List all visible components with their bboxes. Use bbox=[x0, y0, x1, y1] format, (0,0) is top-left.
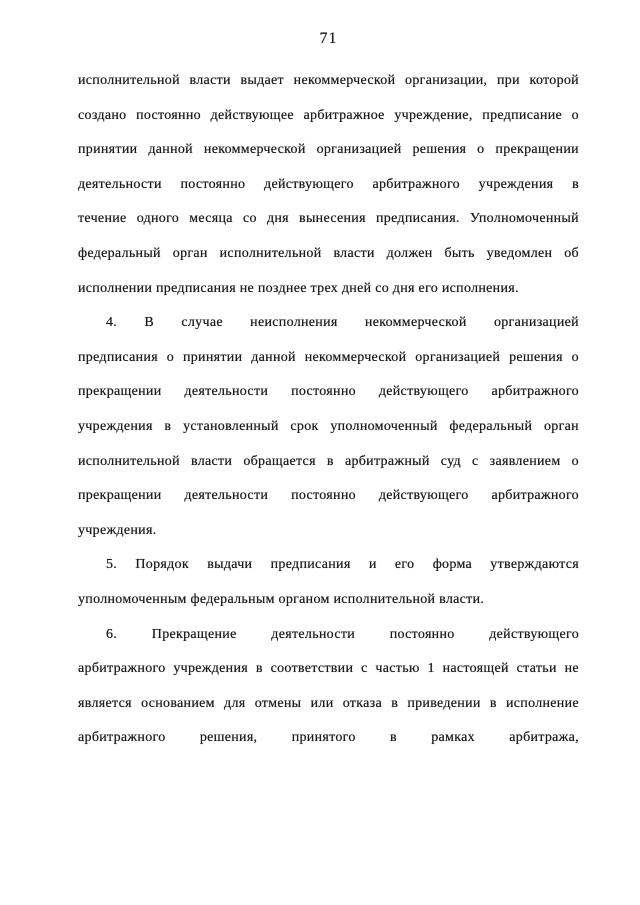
word: арбитражного bbox=[78, 730, 166, 746]
word: Уполномоченный bbox=[469, 211, 579, 227]
word: арбитражного bbox=[491, 488, 579, 504]
text-line bbox=[78, 652, 579, 687]
word: должен bbox=[386, 245, 433, 261]
text-line bbox=[78, 341, 579, 376]
word: решения bbox=[412, 142, 467, 158]
word: статьи bbox=[516, 661, 557, 677]
text-line: учреждения. bbox=[78, 522, 157, 538]
word: предписания bbox=[78, 349, 158, 365]
text-line bbox=[78, 64, 579, 99]
word: постоянно bbox=[291, 384, 356, 400]
word: или bbox=[310, 695, 334, 711]
word: 6. bbox=[106, 626, 118, 642]
word: с bbox=[361, 661, 368, 677]
page-number: 71 bbox=[319, 30, 338, 47]
word: арбитражное bbox=[303, 107, 385, 123]
text-line: исполнении предписания не позднее трех дней со дня его исполнения. bbox=[78, 280, 519, 296]
word: для bbox=[224, 695, 246, 711]
word: выдачи bbox=[207, 557, 253, 573]
text-line bbox=[78, 375, 579, 410]
word: деятельности bbox=[78, 176, 162, 192]
word: со bbox=[242, 211, 257, 227]
word: месяца bbox=[189, 211, 233, 227]
word: Порядок bbox=[135, 557, 189, 573]
word: исполнение bbox=[506, 695, 579, 711]
word: прекращении bbox=[78, 488, 162, 504]
text-line bbox=[78, 133, 579, 168]
word: данной bbox=[148, 142, 193, 158]
word: решения, bbox=[199, 730, 258, 746]
word: вынесения bbox=[299, 211, 366, 227]
text-line bbox=[78, 168, 579, 203]
text-line bbox=[78, 687, 579, 722]
word: деятельности bbox=[184, 384, 269, 400]
word: основанием bbox=[141, 695, 215, 711]
word: орган bbox=[543, 418, 579, 434]
word: постоянно bbox=[389, 626, 455, 642]
word: постоянно bbox=[180, 176, 246, 192]
word: деятельности bbox=[271, 626, 356, 642]
word: исполнительной bbox=[78, 73, 180, 88]
text-line bbox=[78, 618, 579, 653]
word: выдает bbox=[240, 73, 284, 88]
word: арбитражный bbox=[344, 453, 430, 469]
word: арбитражного bbox=[491, 384, 579, 400]
word: которой bbox=[529, 73, 579, 88]
word: 4. bbox=[106, 315, 118, 331]
word: деятельности bbox=[184, 488, 269, 504]
word: суд bbox=[440, 453, 461, 469]
text-line bbox=[78, 99, 579, 134]
word: власти bbox=[189, 73, 231, 88]
text-line: уполномоченным федеральным органом исполнительной власти. bbox=[78, 591, 485, 607]
word: в bbox=[255, 661, 263, 677]
word: некоммерческой bbox=[364, 315, 467, 331]
word: в bbox=[391, 695, 399, 711]
word: случае bbox=[181, 315, 223, 331]
word: настоящей bbox=[442, 661, 509, 677]
word: действующего bbox=[264, 176, 354, 192]
word: уведомлен bbox=[486, 245, 553, 261]
word: предписания bbox=[270, 557, 351, 573]
word: прекращении bbox=[78, 384, 162, 400]
word: соответствии bbox=[270, 661, 354, 677]
word: некоммерческой bbox=[304, 349, 407, 365]
word: принятии bbox=[78, 142, 138, 158]
word: об bbox=[564, 245, 579, 261]
word: исполнительной bbox=[78, 453, 180, 469]
word: организации, bbox=[405, 73, 488, 88]
word: заявлением bbox=[489, 453, 561, 469]
word: при bbox=[496, 73, 520, 88]
word: федеральный bbox=[78, 245, 161, 261]
word: арбитражного bbox=[372, 176, 460, 192]
word: установленный bbox=[183, 418, 279, 434]
word: действующего bbox=[378, 488, 469, 504]
word: обращается bbox=[243, 453, 316, 469]
word: одного bbox=[136, 211, 180, 227]
word: организацией bbox=[316, 142, 402, 158]
word: Прекращение bbox=[151, 626, 237, 642]
word: в bbox=[572, 176, 579, 192]
text-line bbox=[78, 721, 579, 756]
word: с bbox=[472, 453, 479, 469]
word: отказа bbox=[342, 695, 382, 711]
word: неисполнения bbox=[250, 315, 338, 331]
word: учреждения bbox=[173, 661, 249, 677]
word: некоммерческой bbox=[203, 142, 306, 158]
word: действующего bbox=[378, 384, 469, 400]
word: в bbox=[326, 453, 334, 469]
word: о bbox=[571, 453, 579, 469]
text-line bbox=[78, 548, 579, 583]
word: учреждение, bbox=[394, 107, 473, 123]
word: не bbox=[564, 661, 579, 677]
word: организацией bbox=[415, 349, 501, 365]
word: о bbox=[166, 349, 175, 365]
word: о bbox=[477, 142, 485, 158]
word: 5. bbox=[106, 557, 118, 573]
word: его bbox=[394, 557, 415, 573]
word: и bbox=[368, 557, 377, 573]
word: уполномоченный bbox=[330, 418, 438, 434]
word: 1 bbox=[427, 661, 435, 677]
text-line bbox=[78, 445, 579, 480]
word: В bbox=[144, 315, 155, 331]
word: постоянно bbox=[291, 488, 356, 504]
word: приведении bbox=[407, 695, 481, 711]
word: быть bbox=[444, 245, 475, 261]
word: организацией bbox=[493, 315, 579, 331]
word: учреждения bbox=[78, 418, 153, 434]
text-line bbox=[78, 237, 579, 272]
paragraph bbox=[78, 548, 579, 617]
word: форма bbox=[432, 557, 473, 573]
word: о bbox=[571, 349, 579, 365]
word: в bbox=[489, 695, 497, 711]
text-block bbox=[78, 64, 579, 756]
word: действующее bbox=[210, 107, 294, 123]
word: учреждения bbox=[478, 176, 554, 192]
word: постоянно bbox=[136, 107, 201, 123]
word: решения bbox=[509, 349, 563, 365]
word: арбитражного bbox=[78, 661, 166, 677]
word: предписание bbox=[482, 107, 563, 123]
word: данной bbox=[251, 349, 296, 365]
word: принятого bbox=[291, 730, 356, 746]
word: орган bbox=[172, 245, 208, 261]
word: в bbox=[164, 418, 172, 434]
paragraph bbox=[78, 618, 579, 756]
word: утверждаются bbox=[490, 557, 579, 573]
text-line bbox=[78, 410, 579, 445]
word: власти bbox=[333, 245, 375, 261]
word: власти bbox=[190, 453, 233, 469]
word: некоммерческой bbox=[293, 73, 396, 88]
word: исполнительной bbox=[219, 245, 322, 261]
text-line bbox=[78, 306, 579, 341]
text-line bbox=[78, 202, 579, 237]
word: о bbox=[571, 107, 579, 123]
word: арбитража, bbox=[509, 730, 579, 746]
word: срок bbox=[290, 418, 319, 434]
word: действующего bbox=[489, 626, 579, 642]
text-line bbox=[78, 479, 579, 514]
word: течение bbox=[78, 211, 127, 227]
word: в bbox=[389, 730, 397, 746]
word: принятии bbox=[182, 349, 243, 365]
word: федеральный bbox=[449, 418, 533, 434]
word: является bbox=[78, 695, 132, 711]
word: дня bbox=[266, 211, 289, 227]
paragraph bbox=[78, 306, 579, 548]
word: рамках bbox=[431, 730, 475, 746]
word: отмены bbox=[254, 695, 302, 711]
word: частью bbox=[375, 661, 420, 677]
word: прекращении bbox=[495, 142, 579, 158]
word: предписания. bbox=[375, 211, 460, 227]
word: создано bbox=[78, 107, 127, 123]
paragraph bbox=[78, 64, 579, 306]
